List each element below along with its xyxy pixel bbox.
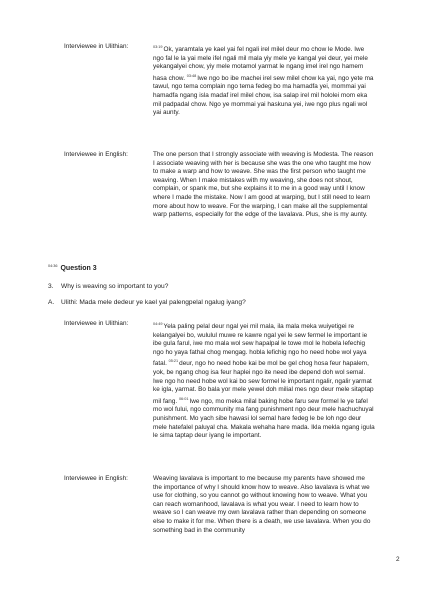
timestamp: 03:48 [186, 73, 197, 78]
speaker-label: Interviewee in Ulithian: [64, 320, 129, 327]
transcript-text: Iwe ngo, mo meka milal baking hobe faru sew formel le ye tafel mo wol fului, ngo community ma fang punishment ngo deur mele hachuchuyal punishment. Mo yach sibe hawasi lol semal hare fedeg le be loh ngo deur mele hatefalel paluyal cha. Makala wehaha hare mada. Ikla mekla ngang igula le sima taptap deur iyang le important. [153, 397, 375, 440]
timestamp: 04:36 [48, 264, 58, 268]
timestamp: 06:01 [178, 396, 189, 401]
section-title: Question 3 [60, 265, 97, 272]
question-number: 3. [48, 283, 54, 290]
speaker-label: Interviewee in English: [64, 475, 128, 482]
question-text: Why is weaving so important to you? [61, 283, 169, 290]
english-transcript-2: Weaving lavalava is important to me because my parents have showed me the importance of why I should know how to weave. Also lavalava is what we use for clothing, so you cannot go without knowing how to weave. What you can reach womanhood, lavalava is what you wear. I need to learn how to weave so I can weave my own lavalava rather than depending on someone else to make it for me. When there is a death, we use lavalava. When you do something bad in the community [153, 475, 371, 534]
answer-letter: A. [48, 299, 55, 306]
speaker-label: Interviewee in Ulithian: [64, 43, 129, 50]
timestamp: 03:19 [153, 45, 163, 49]
english-transcript-1: The one person that I strongly associate with weaving is Modesta. The reason I associate weaving with her is because she was the one who taught me how to make a warp and how to weave. She was the first person who taught me weaving. When I make mistakes with my weaving, she does not shout, complain, or spank me, but she explains it to me in a good way until I know where I made the mistake. Now I am good at warping, but I still need to learn more about how to weave. For the warping, I can make all the supplemental warp patterns, especially for the edge of the lavalava. Plus, she is my aunty. [153, 151, 374, 219]
page-number: 2 [396, 556, 400, 563]
ulithian-transcript-1 [153, 43, 375, 118]
transcript-text: Iwe ngo bo ibe machei irel sew milel chow ka yai, ngo yete ma tawul, ngo tema complain ngo tema fedeg bo ma hamadfa yei, mommai yai hamadfa ngang isla madaf irel milel chow, isa salap irel mil hololei mom eka mil padpadal chow. Ngo ye mommai yai haskuna yei, iwe ngo plus ngali wol yai aunty. [153, 74, 374, 117]
ulithian-transcript-2 [153, 320, 375, 441]
speaker-label: Interviewee in English: [64, 151, 128, 158]
answer-text: Ulithi: Mada mele dedeur ye kael yal palengpelal ngalug iyang? [61, 299, 246, 306]
section-heading [48, 264, 97, 272]
timestamp: 05:21 [168, 359, 179, 364]
transcript-text: deur, ngo ho need hobe kai be mol be gel chog hosa feur hapalem, yok, be ngang chog isa feur haplei ngo ite need ibe depend doh wol semal. Iwe ngo ho need hobe wol kai bo sew formel le important ngalir, ngalir yarmat ke igla, yarmat. Bo bala yor mele yewel doh milial mes ngo deur mele sitaptap mil fang. [153, 360, 374, 405]
transcript-text: Ok, yaramtala ye kael yai fel ngali irel milel deur mo chow le Mode. Iwe ngo fal le la yai mele ifel ngali mil mala yiy mele ye kangal yei deur, yei mele yekangalyei chow, yiy mele motamol yarmat le ngang imel irel ngo hamem hasa chow. [153, 46, 368, 82]
answer-line [48, 299, 246, 308]
question-line [48, 283, 168, 292]
timestamp: 04:49 [153, 322, 163, 326]
transcript-text: Yela paling pelal deur ngal yei mil mala, ila mala meka wuiyetigei re kelangalyei bo, wululul muwe re kawre ngal yei le sew fermel le important ie ibe gula farul, iwe mo mala wol sew hapalpal le towe mol le hobela lefechig ngo ho yaya fathal chog mengag. hobla lefichig ngo ho need hobe wol yaya fatal. [153, 323, 368, 368]
